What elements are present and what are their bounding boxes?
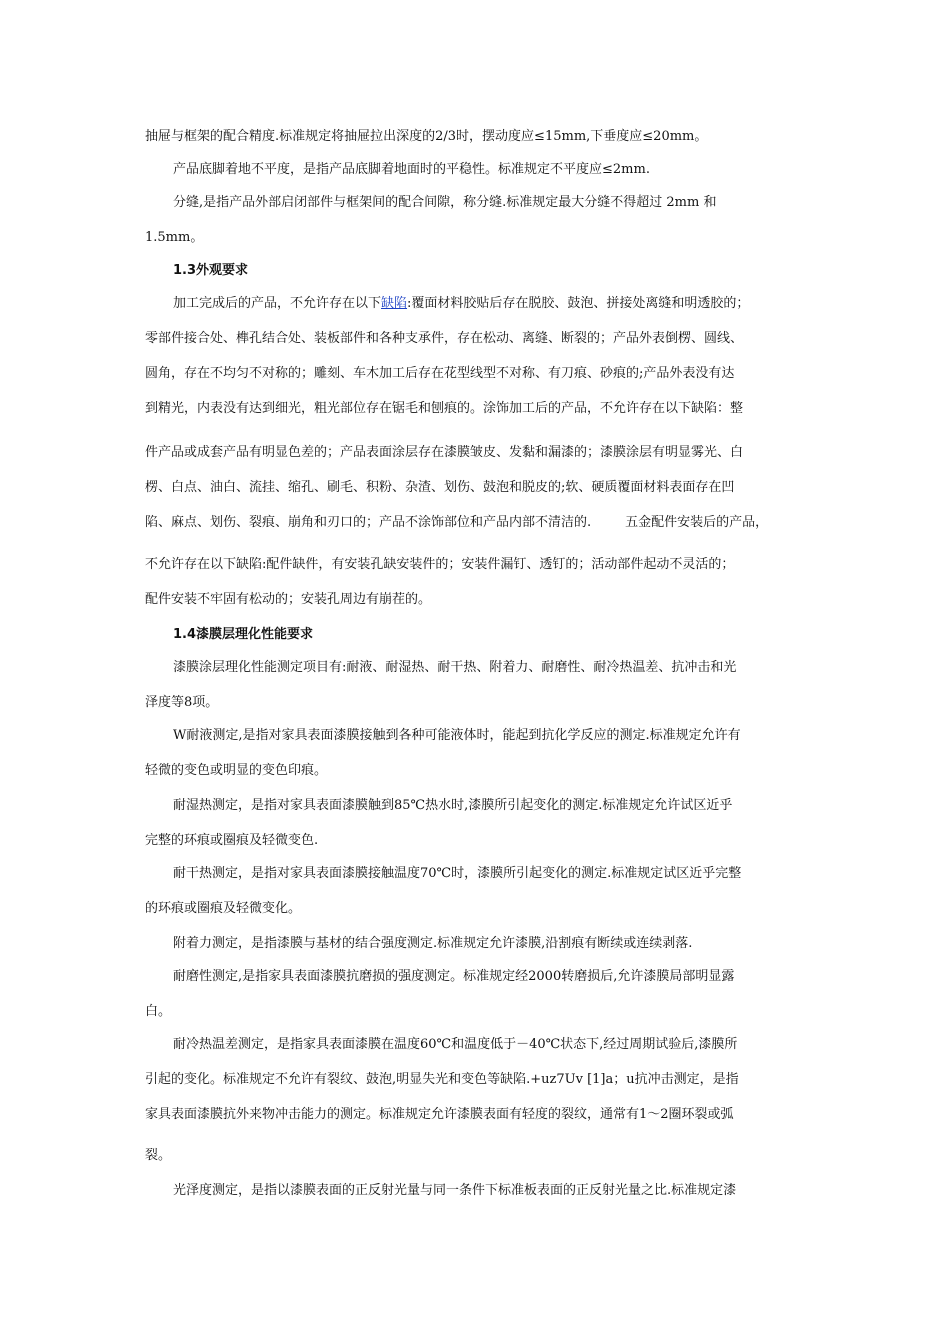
text-line: 泽度等8项。 [145,695,219,710]
text-line: 裂。 [145,1148,172,1163]
text-line: 产品底脚着地不平度，是指产品底脚着地面时的平稳性。标准规定不平度应≤2mm. [173,162,650,177]
section-heading-1-4: 1.4漆膜层理化性能要求 [173,627,314,642]
text-line: 耐冷热温差测定，是指家具表面漆膜在温度60℃和温度低于－40℃状态下,经过周期试验后,漆膜所 [173,1037,738,1052]
text-line [145,514,768,532]
text-line: 不允许存在以下缺陷:配件缺件，有安装孔缺安装件的；安装件漏钉、透钉的；活动部件起动不灵活的； [145,557,735,572]
text-line: 附着力测定，是指漆膜与基材的结合强度测定.标准规定允许漆膜,沿割痕有断续或连续剥落. [173,936,693,951]
text-span: 加工完成后的产品，不允许存在以下 [173,296,382,311]
text-line: W耐液测定,是指对家具表面漆膜接触到各种可能液体时，能起到抗化学反应的测定.标准规定允许有 [173,728,741,743]
text-line: 配件安装不牢固有松动的；安装孔周边有崩茬的。 [145,592,432,607]
text-line: 1.5mm。 [145,230,204,245]
text-line: 件产品或成套产品有明显色差的；产品表面涂层存在漆膜皱皮、发黏和漏漆的；漆膜涂层有明显雾光、白 [145,445,744,460]
text-line: 耐磨性测定,是指家具表面漆膜抗磨损的强度测定。标准规定经2000转磨损后,允许漆膜局部明显露 [173,969,735,984]
text-line: 分缝,是指产品外部启闭部件与框架间的配合间隙，称分缝.标准规定最大分缝不得超过 2mm 和 [173,195,717,210]
text-line: 圆角，存在不均匀不对称的；雕刻、车木加工后存在花型线型不对称、有刀痕、砂痕的;产品外表没有达 [145,366,735,381]
section-heading-1-3: 1.3外观要求 [173,263,249,278]
text-line: 轻微的变色或明显的变色印痕。 [145,763,328,778]
text-line: 引起的变化。标准规定不允许有裂纹、鼓泡,明显失光和变色等缺陷.+uz7Uv [1]a；u抗冲击测定，是指 [145,1072,739,1087]
text-line: 家具表面漆膜抗外来物冲击能力的测定。标准规定允许漆膜表面有轻度的裂纹，通常有1～2圈环裂或弧 [145,1107,734,1122]
text-line: 耐干热测定，是指对家具表面漆膜接触温度70℃时，漆膜所引起变化的测定.标准规定试区近乎完整 [173,866,742,881]
text-line: 到精光，内表没有达到细光，粗光部位存在锯毛和刨痕的。涂饰加工后的产品，不允许存在以下缺陷：整 [145,401,744,416]
text-line: 光泽度测定，是指以漆膜表面的正反射光量与同一条件下标准板表面的正反射光量之比.标准规定漆 [173,1183,737,1198]
defect-link[interactable]: 缺陷 [381,296,408,311]
text-line: 白。 [145,1004,172,1019]
text-line: 漆膜涂层理化性能测定项目有:耐液、耐湿热、耐干热、附着力、耐磨性、耐冷热温差、抗冲击和光 [173,660,737,675]
text-line: 楞、白点、油白、流挂、缩孔、刷毛、积粉、杂渣、划伤、鼓泡和脱皮的;软、硬质覆面材料表面存在凹 [145,480,735,495]
text-span: 陷、麻点、划伤、裂痕、崩角和刃口的；产品不涂饰部位和产品内部不清洁的. [145,515,592,530]
text-line [173,295,749,313]
text-line: 的环痕或圈痕及轻微变化。 [145,901,302,916]
text-line: 抽屉与框架的配合精度.标准规定将抽屉拉出深度的2/3时，摆动度应≤15mm,下垂度应≤20mm。 [145,129,708,144]
text-line: 耐湿热测定，是指对家具表面漆膜触到85℃热水时,漆膜所引起变化的测定.标准规定允许试区近乎 [173,798,733,813]
text-line: 完整的环痕或圈痕及轻微变色. [145,833,319,848]
text-line: 零部件接合处、榫孔结合处、装板部件和各种支承件，存在松动、离缝、断裂的；产品外表倒楞、圆线、 [145,331,744,346]
text-span: :覆面材料胶贴后存在脱胶、鼓泡、拼接处离缝和明透胶的； [407,296,750,311]
text-span: 五金配件安装后的产品， [625,515,769,530]
